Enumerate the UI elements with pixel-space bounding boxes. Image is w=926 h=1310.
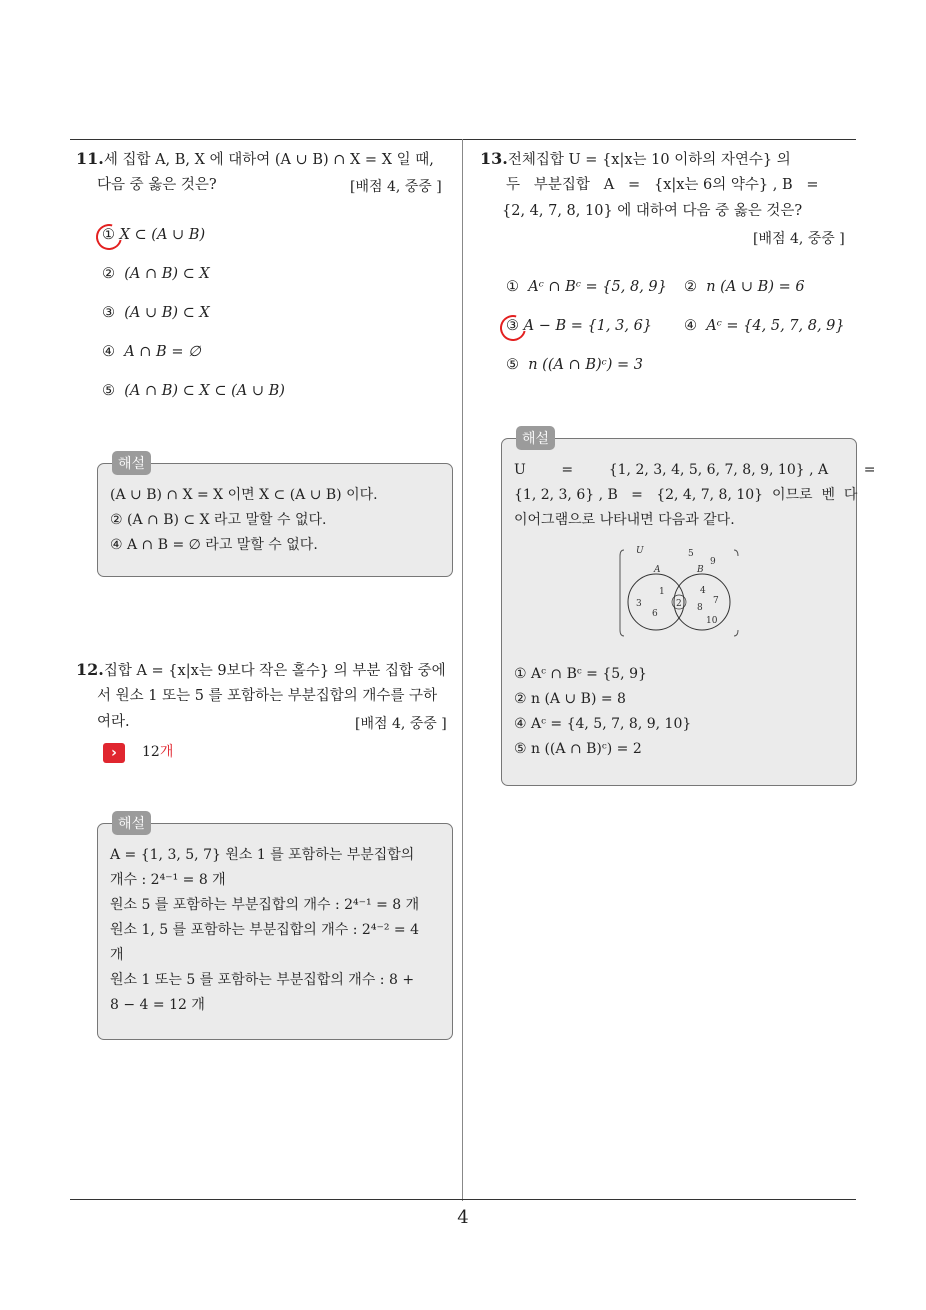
- choice-text: n ((A ∩ B)ᶜ) = 3: [528, 357, 643, 373]
- venn-outside-value: 9: [710, 557, 716, 567]
- q13-solution-box: [501, 438, 876, 786]
- q13-choice-2[interactable]: [684, 279, 805, 295]
- venn-only-a-value: 6: [652, 609, 658, 619]
- q11-solution-line: ④ A ∩ B = ∅ 라고 말할 수 없다.: [110, 537, 318, 553]
- q11-choice-3[interactable]: [102, 305, 210, 321]
- q12-solution-line: 원소 5 를 포함하는 부분집합의 개수 : 2⁴⁻¹ = 8 개: [110, 897, 420, 913]
- q12-solution-line: 원소 1, 5 를 포함하는 부분집합의 개수 : 2⁴⁻² = 4: [110, 922, 419, 938]
- q13-line1: [480, 146, 791, 173]
- q13-score: [배점 4, 중중 ]: [753, 231, 845, 247]
- page-number: 4: [457, 1207, 469, 1228]
- venn-only-b-value: 7: [713, 596, 719, 606]
- q12-solution-line: 개: [110, 947, 124, 963]
- choice-text: (A ∩ B) ⊂ X: [124, 266, 210, 282]
- q13-choice-1[interactable]: [506, 279, 667, 295]
- q12-text3: 여라.: [97, 714, 130, 730]
- q11-text2: 다음 중 옳은 것은?: [97, 177, 217, 193]
- q12-text2: 서 원소 1 또는 5 를 포함하는 부분집합의 개수를 구하: [97, 688, 438, 704]
- choice-number: ④: [684, 318, 697, 334]
- q12-solution-tag: 해설: [112, 811, 151, 835]
- q12-score: [배점 4, 중중 ]: [355, 716, 447, 732]
- choice-number: ④: [102, 344, 115, 360]
- q13-solution-intro-line: U = {1, 2, 3, 4, 5, 6, 7, 8, 9, 10} , A =: [514, 462, 876, 478]
- q11-solution-line: ② (A ∩ B) ⊂ X 라고 말할 수 없다.: [110, 512, 327, 528]
- choice-number: ⑤: [506, 357, 519, 373]
- choice-text: (A ∪ B) ⊂ X: [124, 305, 210, 321]
- q12-answer-unit: 개: [159, 744, 174, 760]
- choice-number: ①: [102, 227, 115, 243]
- choice-number: ③: [102, 305, 115, 321]
- q13-choice-5[interactable]: [506, 357, 643, 373]
- q13-solution-intro-line: {1, 2, 3, 6} , B = {2, 4, 7, 8, 10} 이므로 벤 다: [514, 487, 858, 503]
- choice-text: A ∩ B = ∅: [124, 344, 201, 360]
- choice-text: Aᶜ = {4, 5, 7, 8, 9}: [706, 318, 845, 334]
- q13-solution-line: ① Aᶜ ∩ Bᶜ = {5, 9}: [514, 666, 647, 682]
- q11-score: [배점 4, 중중 ]: [350, 179, 442, 195]
- q11-line1: [76, 146, 434, 173]
- q12-text1: 집합 A = {x|x는 9보다 작은 홀수} 의 부분 집합 중에: [103, 663, 446, 679]
- choice-number: ①: [506, 279, 519, 295]
- venn-label-a: A: [654, 565, 661, 575]
- q13-solution-line: ⑤ n ((A ∩ B)ᶜ) = 2: [514, 741, 642, 757]
- venn-both-value: 2: [676, 599, 682, 609]
- q13-choice-4[interactable]: [684, 318, 845, 334]
- q11-number: 11.: [76, 149, 104, 168]
- answer-arrow-icon: ›: [103, 743, 125, 763]
- bottom-rule: [70, 1199, 856, 1200]
- q12-answer-value: 12: [142, 744, 160, 760]
- column-divider: [462, 139, 463, 1201]
- venn-circle-b: [674, 574, 730, 630]
- choice-text: A − B = {1, 3, 6}: [523, 318, 653, 334]
- choice-text: X ⊂ (A ∪ B): [119, 227, 206, 243]
- choice-text: n (A ∪ B) = 6: [706, 279, 805, 295]
- q13-number: 13.: [480, 149, 508, 168]
- venn-only-a-value: 3: [636, 599, 642, 609]
- choice-number: ⑤: [102, 383, 115, 399]
- q11-choice-1[interactable]: [102, 227, 205, 243]
- choice-number: ②: [102, 266, 115, 282]
- q12-line1: [76, 657, 446, 684]
- q12-solution-line: 8 − 4 = 12 개: [110, 997, 205, 1013]
- top-rule: [70, 139, 856, 140]
- q12-solution-line: A = {1, 3, 5, 7} 원소 1 를 포함하는 부분집합의: [110, 847, 415, 863]
- venn-label-b: B: [697, 565, 704, 575]
- q13-text1: 전체집합 U = {x|x는 10 이하의 자연수} 의: [507, 152, 791, 168]
- q12-solution-line: 개수 : 2⁴⁻¹ = 8 개: [110, 872, 226, 888]
- q13-solution-line: ② n (A ∪ B) = 8: [514, 691, 626, 707]
- q13-solution-line: ④ Aᶜ = {4, 5, 7, 8, 9, 10}: [514, 716, 692, 732]
- venn-only-a-value: 1: [659, 587, 665, 597]
- q11-solution-tag: 해설: [112, 451, 151, 475]
- q13-text2: 두 부분집합 A = {x|x는 6의 약수} , B =: [506, 177, 819, 193]
- q11-solution-box: [97, 463, 453, 577]
- q11-text1: 세 집합 A, B, X 에 대하여 (A ∪ B) ∩ X = X 일 때,: [103, 152, 434, 168]
- venn-label-u: U: [636, 546, 644, 556]
- q12-solution-line: 원소 1 또는 5 를 포함하는 부분집합의 개수 : 8 +: [110, 972, 415, 988]
- venn-outside-value: 5: [688, 549, 694, 559]
- q11-choice-5[interactable]: [102, 383, 285, 399]
- venn-diagram: [614, 542, 744, 642]
- q13-solution-intro-line: 이어그램으로 나타내면 다음과 같다.: [514, 512, 735, 528]
- choice-number: ③: [506, 318, 519, 334]
- q12-solution-box: [97, 823, 453, 1040]
- q11-choice-4[interactable]: [102, 344, 201, 360]
- q11-choice-2[interactable]: [102, 266, 210, 282]
- venn-only-b-value: 8: [697, 603, 703, 613]
- choice-text: Aᶜ ∩ Bᶜ = {5, 8, 9}: [528, 279, 667, 295]
- choice-text: (A ∩ B) ⊂ X ⊂ (A ∪ B): [124, 383, 285, 399]
- q13-text3: {2, 4, 7, 8, 10} 에 대하여 다음 중 옳은 것은?: [502, 203, 803, 219]
- q11-solution-line: (A ∪ B) ∩ X = X 이면 X ⊂ (A ∪ B) 이다.: [110, 487, 378, 503]
- q12-answer: [142, 739, 173, 765]
- q13-solution-tag: 해설: [516, 426, 555, 450]
- venn-only-b-value: 4: [700, 586, 706, 596]
- q13-choice-3[interactable]: [506, 318, 652, 334]
- choice-number: ②: [684, 279, 697, 295]
- q12-number: 12.: [76, 660, 104, 679]
- venn-only-b-value: 10: [706, 616, 718, 626]
